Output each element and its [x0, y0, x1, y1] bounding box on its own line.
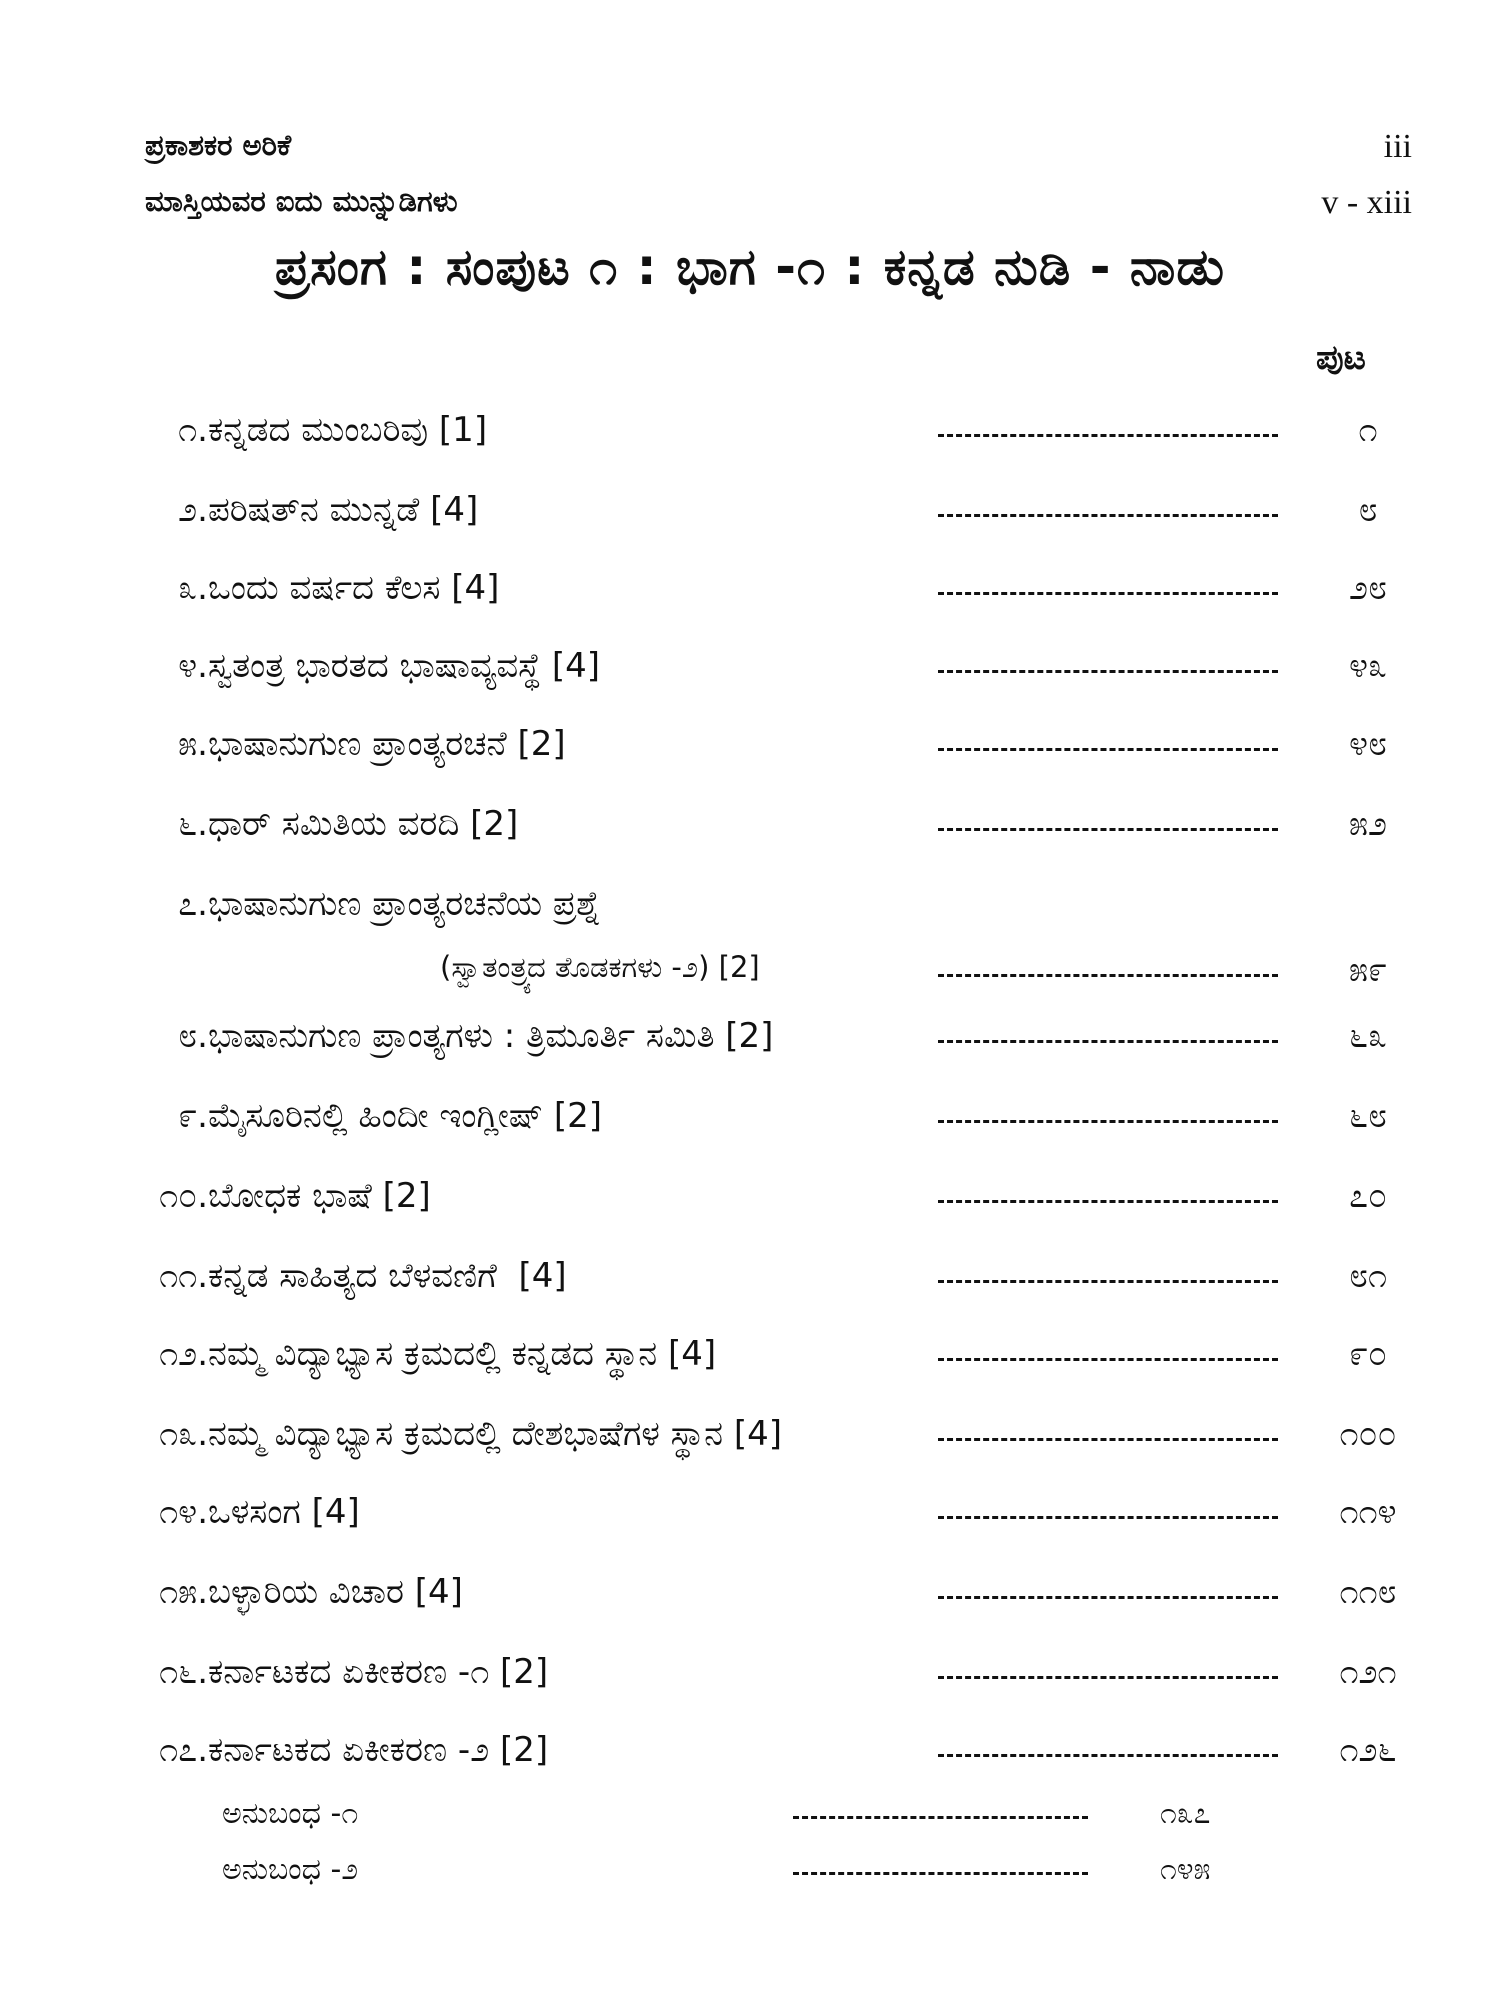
section-heading: ಪ್ರಸಂಗ : ಸಂಪುಟ ೧ : ಭಾಗ -೧ : ಕನ್ನಡ ನುಡಿ - ನಾಡು — [274, 238, 1226, 296]
toc-entry-7-continued — [0, 950, 1500, 1010]
front-matter-page-2: v - xiii — [1321, 184, 1412, 221]
entry-title: ನಮ್ಮ ವಿದ್ಯಾಭ್ಯಾಸ ಕ್ರಮದಲ್ಲಿ ಕನ್ನಡದ ಸ್ಥಾನ [4] — [208, 1334, 717, 1374]
toc-entry-6 — [0, 804, 1500, 864]
entry-title: ನಮ್ಮ ವಿದ್ಯಾಭ್ಯಾಸ ಕ್ರಮದಲ್ಲಿ ದೇಶಭಾಷೆಗಳ ಸ್ಥಾನ [4] — [208, 1414, 783, 1454]
entry-title: ಸ್ವತಂತ್ರ ಭಾರತದ ಭಾಷಾವ್ಯವಸ್ಥೆ [4] — [208, 646, 600, 686]
toc-entry-16 — [0, 1652, 1500, 1712]
entry-title: ಬಳ್ಳಾರಿಯ ವಿಚಾರ [4] — [208, 1572, 463, 1612]
entry-page: ೫೯ — [1348, 950, 1388, 990]
entry-title: ಕನ್ನಡ ಸಾಹಿತ್ಯದ ಬೆಳವಣಿಗೆ [4] — [208, 1256, 567, 1296]
entry-page: ೧೦೦ — [1339, 1414, 1397, 1454]
dash-leader — [938, 1040, 1278, 1043]
toc-entry-10 — [0, 1176, 1500, 1236]
entry-title: ಧಾರ್ ಸಮಿತಿಯ ವರದಿ [2] — [208, 804, 519, 844]
dash-leader — [938, 514, 1278, 517]
entry-title: ಪರಿಷತ್‌ನ ಮುನ್ನಡೆ [4] — [208, 490, 479, 530]
entry-page: ೫೨ — [1348, 804, 1388, 844]
toc-entry-13 — [0, 1414, 1500, 1474]
entry-page: ೮೧ — [1348, 1256, 1388, 1296]
toc-entry-3 — [0, 568, 1500, 628]
entry-title: ಭಾಷಾನುಗುಣ ಪ್ರಾಂತ್ಯರಚನೆಯ ಪ್ರಶ್ನೆ — [208, 884, 601, 924]
dash-leader — [938, 1120, 1278, 1123]
dash-leader — [938, 1200, 1278, 1203]
appendix-2 — [0, 1852, 1500, 1902]
entry-page: ೪೩ — [1348, 646, 1388, 686]
entry-number: ೨. — [178, 490, 208, 530]
toc-entry-15 — [0, 1572, 1500, 1632]
entry-number: ೧೩. — [159, 1414, 208, 1454]
entry-number: ೭. — [178, 884, 208, 924]
toc-entry-2 — [0, 490, 1500, 550]
entry-number: ೧೬. — [159, 1652, 208, 1692]
dash-leader — [938, 592, 1278, 595]
appendix-label: ಅನುಬಂಧ -೨ — [222, 1852, 359, 1887]
entry-title: ಕರ್ನಾಟಕದ ಏಕೀಕರಣ -೨ [2] — [208, 1730, 549, 1770]
dash-leader — [793, 1872, 1088, 1875]
dash-leader — [938, 1438, 1278, 1441]
front-matter-label-2: ಮಾಸ್ತಿಯವರ ಐದು ಮುನ್ನುಡಿಗಳು — [145, 184, 458, 218]
appendix-page: ೧೪೫ — [1160, 1852, 1211, 1887]
appendix-page: ೧೩೭ — [1160, 1796, 1211, 1831]
dash-leader — [938, 974, 1278, 977]
entry-title: ಭಾಷಾನುಗುಣ ಪ್ರಾಂತ್ಯರಚನೆ [2] — [208, 724, 566, 764]
front-matter-label-1: ಪ್ರಕಾಶಕರ ಅರಿಕೆ — [145, 128, 292, 162]
toc-entry-1 — [0, 410, 1500, 470]
toc-entry-14 — [0, 1492, 1500, 1552]
entry-title: ಮೈಸೂರಿನಲ್ಲಿ ಹಿಂದೀ ಇಂಗ್ಲೀಷ್ [2] — [208, 1096, 603, 1136]
dash-leader — [938, 670, 1278, 673]
entry-number: ೧. — [178, 410, 208, 450]
entry-number: ೧೧. — [159, 1256, 208, 1296]
entry-page: ೧೨೬ — [1339, 1730, 1397, 1770]
front-matter-page-1: iii — [1383, 128, 1412, 165]
entry-number: ೧೨. — [159, 1334, 208, 1374]
dash-leader — [938, 1516, 1278, 1519]
entry-page: ೭೦ — [1348, 1176, 1388, 1216]
dash-leader — [938, 434, 1278, 437]
entry-number: ೧೭. — [159, 1730, 208, 1770]
entry-subtitle: (ಸ್ವಾತಂತ್ರ್ಯದ ತೊಡಕಗಳು -೨) [2] — [440, 950, 760, 984]
entry-page: ೯೦ — [1348, 1334, 1388, 1374]
entry-title: ಬೋಧಕ ಭಾಷೆ [2] — [208, 1176, 431, 1216]
entry-number: ೧೦. — [159, 1176, 208, 1216]
dash-leader — [938, 1676, 1278, 1679]
entry-page: ೧ — [1358, 410, 1378, 450]
entry-number: ೧೪. — [159, 1492, 208, 1532]
dash-leader — [938, 1280, 1278, 1283]
toc-entry-5 — [0, 724, 1500, 784]
appendix-1 — [0, 1796, 1500, 1846]
entry-title: ಕನ್ನಡದ ಮುಂಬರಿವು [1] — [208, 410, 488, 450]
entry-number: ೯. — [178, 1096, 208, 1136]
entry-page: ೧೨೧ — [1339, 1652, 1397, 1692]
entry-page: ೪೮ — [1348, 724, 1388, 764]
entry-title: ಕರ್ನಾಟಕದ ಏಕೀಕರಣ -೧ [2] — [208, 1652, 549, 1692]
entry-number: ೮. — [178, 1016, 208, 1056]
dash-leader — [938, 1358, 1278, 1361]
toc-entry-8 — [0, 1016, 1500, 1076]
toc-entry-11 — [0, 1256, 1500, 1316]
dash-leader — [793, 1816, 1088, 1819]
entry-title: ಭಾಷಾನುಗುಣ ಪ್ರಾಂತ್ಯಗಳು : ತ್ರಿಮೂರ್ತಿ ಸಮಿತಿ [2] — [208, 1016, 774, 1056]
page-column-header: ಪುಟ — [1316, 338, 1366, 378]
appendix-label: ಅನುಬಂಧ -೧ — [222, 1796, 359, 1831]
entry-number: ೧೫. — [159, 1572, 208, 1612]
entry-title: ಒಂದು ವರ್ಷದ ಕೆಲಸ [4] — [208, 568, 500, 608]
dash-leader — [938, 1754, 1278, 1757]
entry-title: ಒಳಸಂಗ [4] — [208, 1492, 360, 1532]
toc-entry-9 — [0, 1096, 1500, 1156]
entry-number: ೬. — [178, 804, 208, 844]
entry-number: ೫. — [178, 724, 208, 764]
entry-number: ೩. — [178, 568, 208, 608]
entry-page: ೬೩ — [1348, 1016, 1388, 1056]
entry-page: ೬೮ — [1348, 1096, 1388, 1136]
toc-entry-4 — [0, 646, 1500, 706]
entry-page: ೨೮ — [1348, 568, 1388, 608]
dash-leader — [938, 828, 1278, 831]
toc-entry-7 — [0, 884, 1500, 944]
dash-leader — [938, 1596, 1278, 1599]
dash-leader — [938, 748, 1278, 751]
toc-entry-17 — [0, 1730, 1500, 1790]
toc-entry-12 — [0, 1334, 1500, 1394]
entry-page: ೮ — [1358, 490, 1378, 530]
entry-page: ೧೧೪ — [1339, 1492, 1397, 1532]
entry-number: ೪. — [178, 646, 208, 686]
entry-page: ೧೧೮ — [1339, 1572, 1397, 1612]
